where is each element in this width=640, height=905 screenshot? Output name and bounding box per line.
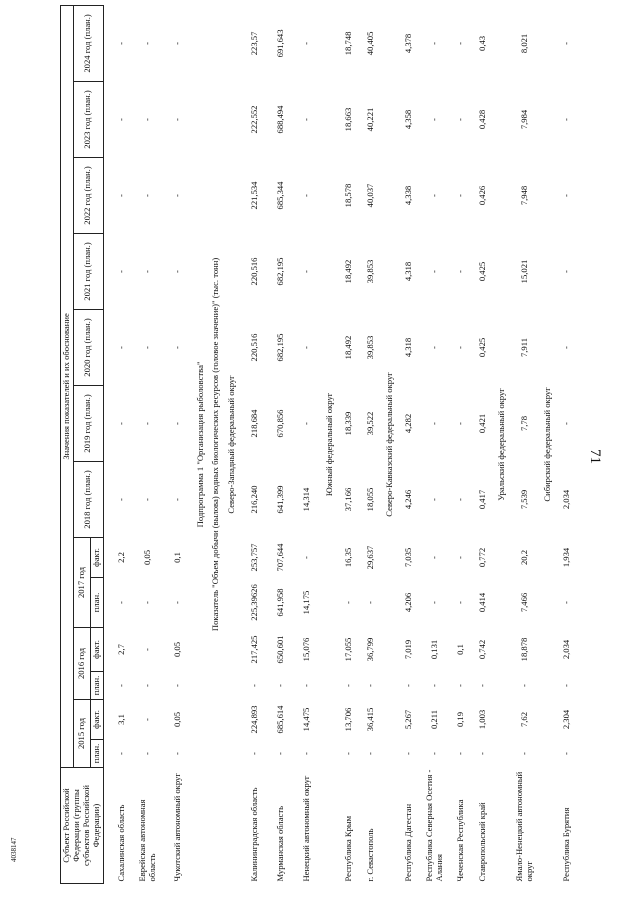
value-cell: 37,166 xyxy=(343,487,354,512)
values-header: Значения показателей и их обоснование xyxy=(61,5,74,767)
value-cell: 4,318 xyxy=(402,337,413,358)
value-cell: - xyxy=(343,684,354,687)
value-cell: - xyxy=(115,684,126,687)
district-heading xyxy=(224,5,240,883)
value-cell: - xyxy=(171,498,182,501)
forecast-year-header: 2021 год (план.) xyxy=(73,234,103,310)
value-cell: 16,35 xyxy=(343,547,354,568)
value-cell: - xyxy=(171,684,182,687)
value-cell: - xyxy=(454,346,465,349)
rotated-table-sheet xyxy=(60,16,620,884)
value-cell: 1,003 xyxy=(476,709,487,730)
value-cell: - xyxy=(171,194,182,197)
value-cell: 0,428 xyxy=(476,109,487,130)
value-cell: 0,05 xyxy=(141,549,152,566)
value-cell: - xyxy=(560,270,571,273)
subject-cell: Сахалинская область xyxy=(115,804,126,882)
value-cell: - xyxy=(141,718,152,721)
value-cell: 2,304 xyxy=(560,709,571,730)
value-cell: - xyxy=(454,194,465,197)
value-cell: 18,492 xyxy=(343,335,354,360)
value-cell: 0,05 xyxy=(171,711,182,728)
value-cell: 670,856 xyxy=(275,409,286,438)
value-cell: 18,748 xyxy=(343,31,354,56)
subject-cell: Республика Бурятия xyxy=(560,807,571,882)
value-cell: - xyxy=(115,270,126,273)
value-cell: 221,534 xyxy=(249,181,260,210)
table-row xyxy=(420,5,450,883)
value-cell: - xyxy=(171,422,182,425)
value-cell: - xyxy=(428,752,439,755)
value-cell: - xyxy=(560,752,571,755)
indicator-heading-title: Показатель "Объем добычи (вылова) водных биологических ресурсов (головое значение)" (тыс. тонн) xyxy=(210,257,221,632)
value-cell: - xyxy=(301,270,312,273)
table-row xyxy=(292,5,322,883)
value-cell: - xyxy=(454,556,465,559)
value-cell: 7,911 xyxy=(518,337,529,358)
value-cell: - xyxy=(141,684,152,687)
value-cell: 40,221 xyxy=(365,107,376,132)
value-cell: - xyxy=(141,42,152,45)
subject-cell: Ямало-Ненецкий автономный округ xyxy=(513,771,534,882)
year-header: 2016 год xyxy=(73,628,90,700)
value-cell: - xyxy=(428,498,439,501)
value-cell: - xyxy=(428,270,439,273)
value-cell: - xyxy=(454,42,465,45)
value-cell: - xyxy=(428,684,439,687)
value-cell: 2,034 xyxy=(560,489,571,510)
value-cell: - xyxy=(115,346,126,349)
value-cell: 36,799 xyxy=(365,637,376,662)
value-cell: 4,358 xyxy=(402,109,413,130)
value-cell: 0,211 xyxy=(428,709,439,730)
table-row xyxy=(133,5,163,883)
subject-cell: Республика Крым xyxy=(343,815,354,882)
value-cell: - xyxy=(428,118,439,121)
value-cell: - xyxy=(115,752,126,755)
subprogram-heading-title: Подпрограмма 1 "Организация рыболовства" xyxy=(194,361,205,528)
value-cell: - xyxy=(141,648,152,651)
value-cell: - xyxy=(454,752,465,755)
value-cell: - xyxy=(365,601,376,604)
table-row xyxy=(510,5,540,883)
value-cell: 18,878 xyxy=(518,637,529,662)
value-cell: 15,076 xyxy=(301,637,312,662)
subject-column-header: Субъект Российской Федерации (группы субъектов Российской Федерации) xyxy=(61,768,104,884)
value-cell: - xyxy=(275,752,286,755)
value-cell: - xyxy=(301,684,312,687)
value-cell: - xyxy=(560,601,571,604)
value-cell: 216,240 xyxy=(249,485,260,514)
value-cell: - xyxy=(301,752,312,755)
forecast-year-header: 2019 год (план.) xyxy=(73,386,103,462)
value-cell: - xyxy=(141,601,152,604)
district-heading-title: Сибирский федеральный округ xyxy=(541,387,552,502)
value-cell: - xyxy=(428,194,439,197)
value-cell: - xyxy=(115,42,126,45)
value-cell: - xyxy=(171,601,182,604)
value-cell: 40,037 xyxy=(365,183,376,208)
subject-cell: г. Севастополь xyxy=(365,828,376,882)
value-cell: - xyxy=(141,752,152,755)
table-row xyxy=(360,5,382,883)
subject-cell: Еврейская автономная область xyxy=(136,799,157,882)
value-cell: 0,425 xyxy=(476,337,487,358)
value-cell: 5,267 xyxy=(402,709,413,730)
value-cell: 225,39626 xyxy=(249,584,260,621)
table-row xyxy=(270,5,292,883)
year-header-row xyxy=(73,5,90,883)
value-cell: - xyxy=(249,752,260,755)
value-cell: 18,055 xyxy=(365,487,376,512)
indicator-heading xyxy=(208,5,224,883)
value-cell: - xyxy=(141,270,152,273)
table-row xyxy=(556,5,578,883)
value-cell: 707,644 xyxy=(275,543,286,572)
value-cell: 18,339 xyxy=(343,411,354,436)
value-cell: - xyxy=(428,556,439,559)
district-heading xyxy=(382,5,398,883)
table-row xyxy=(338,5,360,883)
value-cell: - xyxy=(141,422,152,425)
value-cell: 7,948 xyxy=(518,185,529,206)
value-cell: 0,19 xyxy=(454,711,465,728)
table-row xyxy=(450,5,472,883)
value-cell: 7,539 xyxy=(518,489,529,510)
value-cell: 1,934 xyxy=(560,547,571,568)
spacer-row xyxy=(103,5,111,883)
value-cell: 0,414 xyxy=(476,592,487,613)
value-cell: - xyxy=(343,601,354,604)
value-cell: 685,614 xyxy=(275,705,286,734)
value-cell: 217,425 xyxy=(249,635,260,664)
value-cell: 0,742 xyxy=(476,639,487,660)
indicators-table xyxy=(60,5,578,884)
year-header: 2015 год xyxy=(73,700,90,768)
document-id: 4038147 xyxy=(10,837,18,862)
value-cell: 0,131 xyxy=(428,639,439,660)
value-cell: - xyxy=(365,752,376,755)
value-cell: 14,314 xyxy=(301,487,312,512)
value-cell: 20,2 xyxy=(518,549,529,566)
value-cell: - xyxy=(454,422,465,425)
value-cell: 2,7 xyxy=(115,644,126,655)
value-cell: 14,175 xyxy=(301,590,312,615)
value-cell: 0,05 xyxy=(171,641,182,658)
value-cell: - xyxy=(301,556,312,559)
value-cell: 7,62 xyxy=(518,711,529,728)
value-cell: - xyxy=(518,752,529,755)
value-cell: - xyxy=(171,752,182,755)
value-cell: 18,578 xyxy=(343,183,354,208)
value-cell: - xyxy=(115,601,126,604)
subprogram-heading xyxy=(193,5,209,883)
year-subheader: план. xyxy=(90,740,103,768)
value-cell: - xyxy=(141,118,152,121)
value-cell: 15,021 xyxy=(518,259,529,284)
subject-cell: Республика Дагестан xyxy=(402,803,413,882)
value-cell: - xyxy=(428,346,439,349)
table-row xyxy=(398,5,420,883)
value-cell: 0,43 xyxy=(476,35,487,51)
value-cell: 2,034 xyxy=(560,639,571,660)
forecast-year-header: 2023 год (план.) xyxy=(73,82,103,158)
value-cell: 39,853 xyxy=(365,259,376,284)
value-cell: - xyxy=(115,194,126,197)
value-cell: - xyxy=(402,684,413,687)
table-row xyxy=(111,5,133,883)
subject-cell: Ставропольский край xyxy=(476,802,487,882)
subject-cell: Калининградская область xyxy=(249,787,260,882)
value-cell: 220,516 xyxy=(249,257,260,286)
value-cell: - xyxy=(518,684,529,687)
value-cell: 40,405 xyxy=(365,31,376,56)
forecast-year-header: 2022 год (план.) xyxy=(73,158,103,234)
district-heading-title: Северо-Западный федеральный округ xyxy=(226,375,237,514)
value-cell: - xyxy=(454,118,465,121)
district-heading-title: Уральский федеральный округ xyxy=(495,388,506,501)
value-cell: 0,772 xyxy=(476,547,487,568)
forecast-year-header: 2018 год (план.) xyxy=(73,462,103,538)
value-cell: 7,466 xyxy=(518,592,529,613)
value-cell: - xyxy=(428,42,439,45)
value-cell: 682,195 xyxy=(275,257,286,286)
value-cell: - xyxy=(428,601,439,604)
value-cell: 4,378 xyxy=(402,33,413,54)
value-cell: - xyxy=(343,752,354,755)
value-cell: - xyxy=(141,498,152,501)
value-cell: - xyxy=(171,270,182,273)
value-cell: - xyxy=(171,118,182,121)
value-cell: 2,2 xyxy=(115,552,126,563)
value-cell: 39,522 xyxy=(365,411,376,436)
value-cell: - xyxy=(560,194,571,197)
value-cell: - xyxy=(454,498,465,501)
value-cell: - xyxy=(454,601,465,604)
subject-cell: Чеченская Республика xyxy=(454,799,465,882)
value-cell: 222,552 xyxy=(249,105,260,134)
value-cell: - xyxy=(560,684,571,687)
table-body xyxy=(103,5,578,883)
value-cell: 0,1 xyxy=(171,552,182,563)
table-row xyxy=(472,5,494,883)
year-subheader: план. xyxy=(90,578,103,628)
forecast-year-header: 2020 год (план.) xyxy=(73,310,103,386)
subject-cell: Ненецкий автономный округ xyxy=(301,775,312,882)
value-cell: - xyxy=(454,684,465,687)
district-heading xyxy=(540,5,556,883)
value-cell: 17,055 xyxy=(343,637,354,662)
value-cell: 13,706 xyxy=(343,707,354,732)
value-cell: 18,492 xyxy=(343,259,354,284)
value-cell: - xyxy=(301,346,312,349)
value-cell: 220,516 xyxy=(249,333,260,362)
value-cell: 0,426 xyxy=(476,185,487,206)
value-cell: 641,399 xyxy=(275,485,286,514)
page-number: 71 xyxy=(587,449,603,464)
value-cell: 688,494 xyxy=(275,105,286,134)
value-cell: - xyxy=(560,346,571,349)
value-cell: 253,757 xyxy=(249,543,260,572)
value-cell: 4,282 xyxy=(402,413,413,434)
district-heading-title: Северо-Кавказский федеральный округ xyxy=(384,372,394,517)
value-cell: 223,57 xyxy=(249,31,260,56)
value-cell: 4,246 xyxy=(402,489,413,510)
year-subheader: факт. xyxy=(90,628,103,672)
value-cell: - xyxy=(560,422,571,425)
value-cell: - xyxy=(115,118,126,121)
value-cell: - xyxy=(560,42,571,45)
value-cell: - xyxy=(402,752,413,755)
value-cell: 14,475 xyxy=(301,707,312,732)
value-cell: 7,78 xyxy=(518,415,529,432)
value-cell: 7,984 xyxy=(518,109,529,130)
subject-cell: Мурманская область xyxy=(275,805,286,882)
table-row xyxy=(163,5,193,883)
year-subheader: факт. xyxy=(90,700,103,740)
table-row xyxy=(240,5,270,883)
value-cell: - xyxy=(275,684,286,687)
year-subheader: факт. xyxy=(90,538,103,578)
subject-cell: Республика Северная Осетия - Алания xyxy=(424,769,444,882)
value-cell: 685,344 xyxy=(275,181,286,210)
district-heading xyxy=(494,5,510,883)
value-cell: - xyxy=(171,42,182,45)
value-cell: - xyxy=(365,684,376,687)
subject-cell: Чукотский автономный округ xyxy=(171,773,182,882)
value-cell: - xyxy=(171,346,182,349)
forecast-year-header: 2024 год (план.) xyxy=(73,5,103,81)
value-cell: - xyxy=(301,194,312,197)
value-cell: - xyxy=(141,346,152,349)
district-heading-title: Южный федеральный округ xyxy=(324,392,335,497)
value-cell: 7,019 xyxy=(402,639,413,660)
year-subheader: план. xyxy=(90,672,103,700)
value-cell: - xyxy=(476,752,487,755)
value-cell: 29,637 xyxy=(365,545,376,570)
value-cell: - xyxy=(115,422,126,425)
value-cell: 0,417 xyxy=(476,489,487,510)
value-cell: - xyxy=(476,684,487,687)
value-cell: 36,415 xyxy=(365,707,376,732)
value-cell: 4,206 xyxy=(402,592,413,613)
value-cell: 224,893 xyxy=(249,705,260,734)
year-header: 2017 год xyxy=(73,538,90,628)
value-cell: 641,958 xyxy=(275,588,286,617)
value-cell: 39,853 xyxy=(365,335,376,360)
value-cell: 650,601 xyxy=(275,635,286,664)
value-cell: - xyxy=(301,42,312,45)
value-cell: - xyxy=(301,118,312,121)
value-cell: 8,021 xyxy=(518,33,529,54)
value-cell: - xyxy=(301,422,312,425)
value-cell: - xyxy=(141,194,152,197)
value-cell: 218,684 xyxy=(249,409,260,438)
value-cell: 4,318 xyxy=(402,261,413,282)
table-header xyxy=(61,5,104,883)
value-cell: 7,035 xyxy=(402,547,413,568)
value-cell: 3,1 xyxy=(115,714,126,725)
district-heading xyxy=(322,5,338,883)
value-cell: - xyxy=(428,422,439,425)
value-cell: 0,1 xyxy=(454,644,465,655)
value-cell: 18,663 xyxy=(343,107,354,132)
value-cell: 691,643 xyxy=(275,29,286,58)
value-cell: - xyxy=(454,270,465,273)
value-cell: 0,425 xyxy=(476,261,487,282)
value-cell: 682,195 xyxy=(275,333,286,362)
value-cell: - xyxy=(249,684,260,687)
value-cell: - xyxy=(115,498,126,501)
value-cell: - xyxy=(560,118,571,121)
value-cell: 4,338 xyxy=(402,185,413,206)
value-cell: 0,421 xyxy=(476,413,487,434)
